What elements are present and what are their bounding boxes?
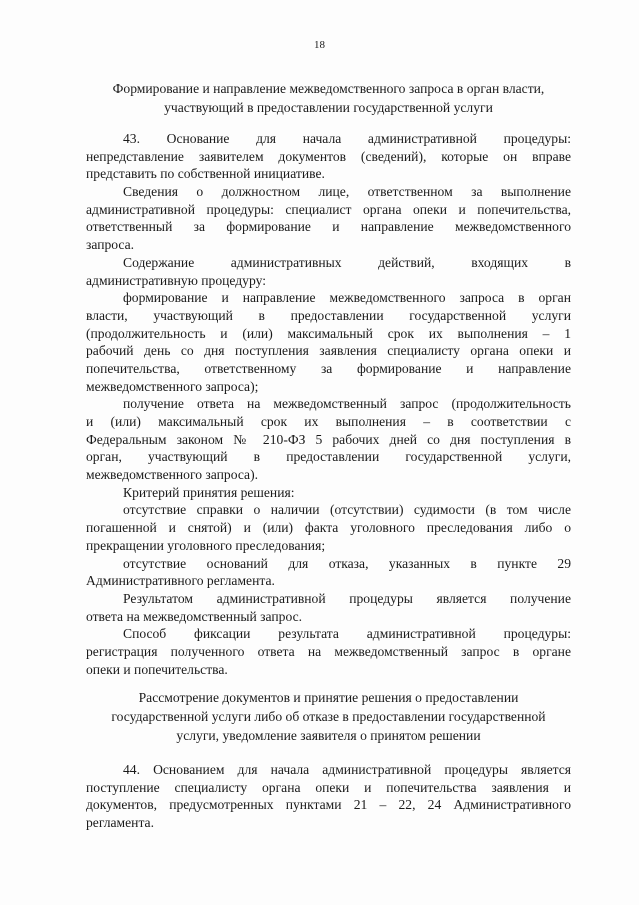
heading-line: участвующий в предоставлении государственной услуги xyxy=(164,100,493,115)
text-line: административную процедуру: xyxy=(86,272,266,288)
text-line: Результатом административной процедуры является получение xyxy=(123,590,571,606)
text-line: ответа на межведомственный запрос. xyxy=(86,608,303,624)
section-heading-1 xyxy=(86,79,571,117)
text-line: поступление специалисту органа опеки и попечительства заявления и xyxy=(86,779,571,795)
text-line: административной процедуры: специалист органа опеки и попечительства, xyxy=(86,201,571,217)
text-line: опеки и попечительства. xyxy=(86,661,228,677)
text-line: межведомственного запроса); xyxy=(86,378,259,394)
heading-line: Формирование и направление межведомственного запроса в орган власти, xyxy=(112,81,545,96)
heading-line: Рассмотрение документов и принятие решения о предоставлении xyxy=(138,690,519,705)
text-line: 44. Основанием для начала административной процедуры является xyxy=(123,762,571,777)
section-heading-2 xyxy=(86,688,571,745)
text-line: прекращении уголовного преследования; xyxy=(86,537,326,553)
text-line: ответственный за формирование и направление межведомственного xyxy=(86,219,571,235)
text-line: запроса. xyxy=(86,237,135,253)
page-number: 18 xyxy=(314,39,325,51)
text-line: рабочий день со дня поступления заявления специалисту органа опеки и xyxy=(86,343,571,359)
text-line: (продолжительность и (или) максимальный срок их выполнения – 1 xyxy=(86,325,571,341)
text-line: Критерий принятия решения: xyxy=(123,484,295,500)
text-line: непредставление заявителем документов (сведений), которые он вправе xyxy=(86,148,571,164)
text-line: и (или) максимальный срок их выполнения – в соответствии с xyxy=(86,414,571,429)
text-line: Способ фиксации результата административной процедуры: xyxy=(123,626,571,642)
text-line: представить по собственной инициативе. xyxy=(86,166,325,182)
text-line: регистрация полученного ответа на межведомственный запрос в органе xyxy=(86,643,571,659)
text-line: отсутствие справки о наличии (отсутствии) судимости (в том числе xyxy=(123,502,571,518)
heading-line: государственной услуги либо об отказе в предоставлении государственной xyxy=(111,709,546,724)
text-line: Административного регламента. xyxy=(86,573,275,589)
text-line: власти, участвующий в предоставлении государственной услуги xyxy=(86,307,571,323)
text-line: 43. Основание для начала административной процедуры: xyxy=(123,131,571,146)
text-line: межведомственного запроса). xyxy=(86,467,258,483)
text-line: документов, предусмотренных пунктами 21 – 22, 24 Административного xyxy=(86,797,571,813)
heading-line: услуги, уведомление заявителя о принятом решении xyxy=(176,728,481,743)
text-line: погашенной и снятой) и (или) факта уголовного преследования либо о xyxy=(86,520,571,536)
text-line: формирование и направление межведомственного запроса в орган xyxy=(123,290,571,306)
text-line: Федеральным законом № 210-ФЗ 5 рабочих дней со дня поступления в xyxy=(86,431,571,447)
text-line: отсутствие оснований для отказа, указанных в пункте 29 xyxy=(123,555,571,571)
text-line: получение ответа на межведомственный запрос (продолжительность xyxy=(123,396,571,412)
body-block-2 xyxy=(86,761,571,832)
text-line: попечительства, ответственному за формирование и направление xyxy=(86,360,571,376)
text-line: Содержание административных действий, входящих в xyxy=(123,254,571,270)
text-line: регламента. xyxy=(86,815,154,831)
text-line: Сведения о должностном лице, ответственном за выполнение xyxy=(123,184,571,200)
text-line: орган, участвующий в предоставлении государственной услуги, xyxy=(86,449,571,465)
body-block-1 xyxy=(86,130,571,678)
